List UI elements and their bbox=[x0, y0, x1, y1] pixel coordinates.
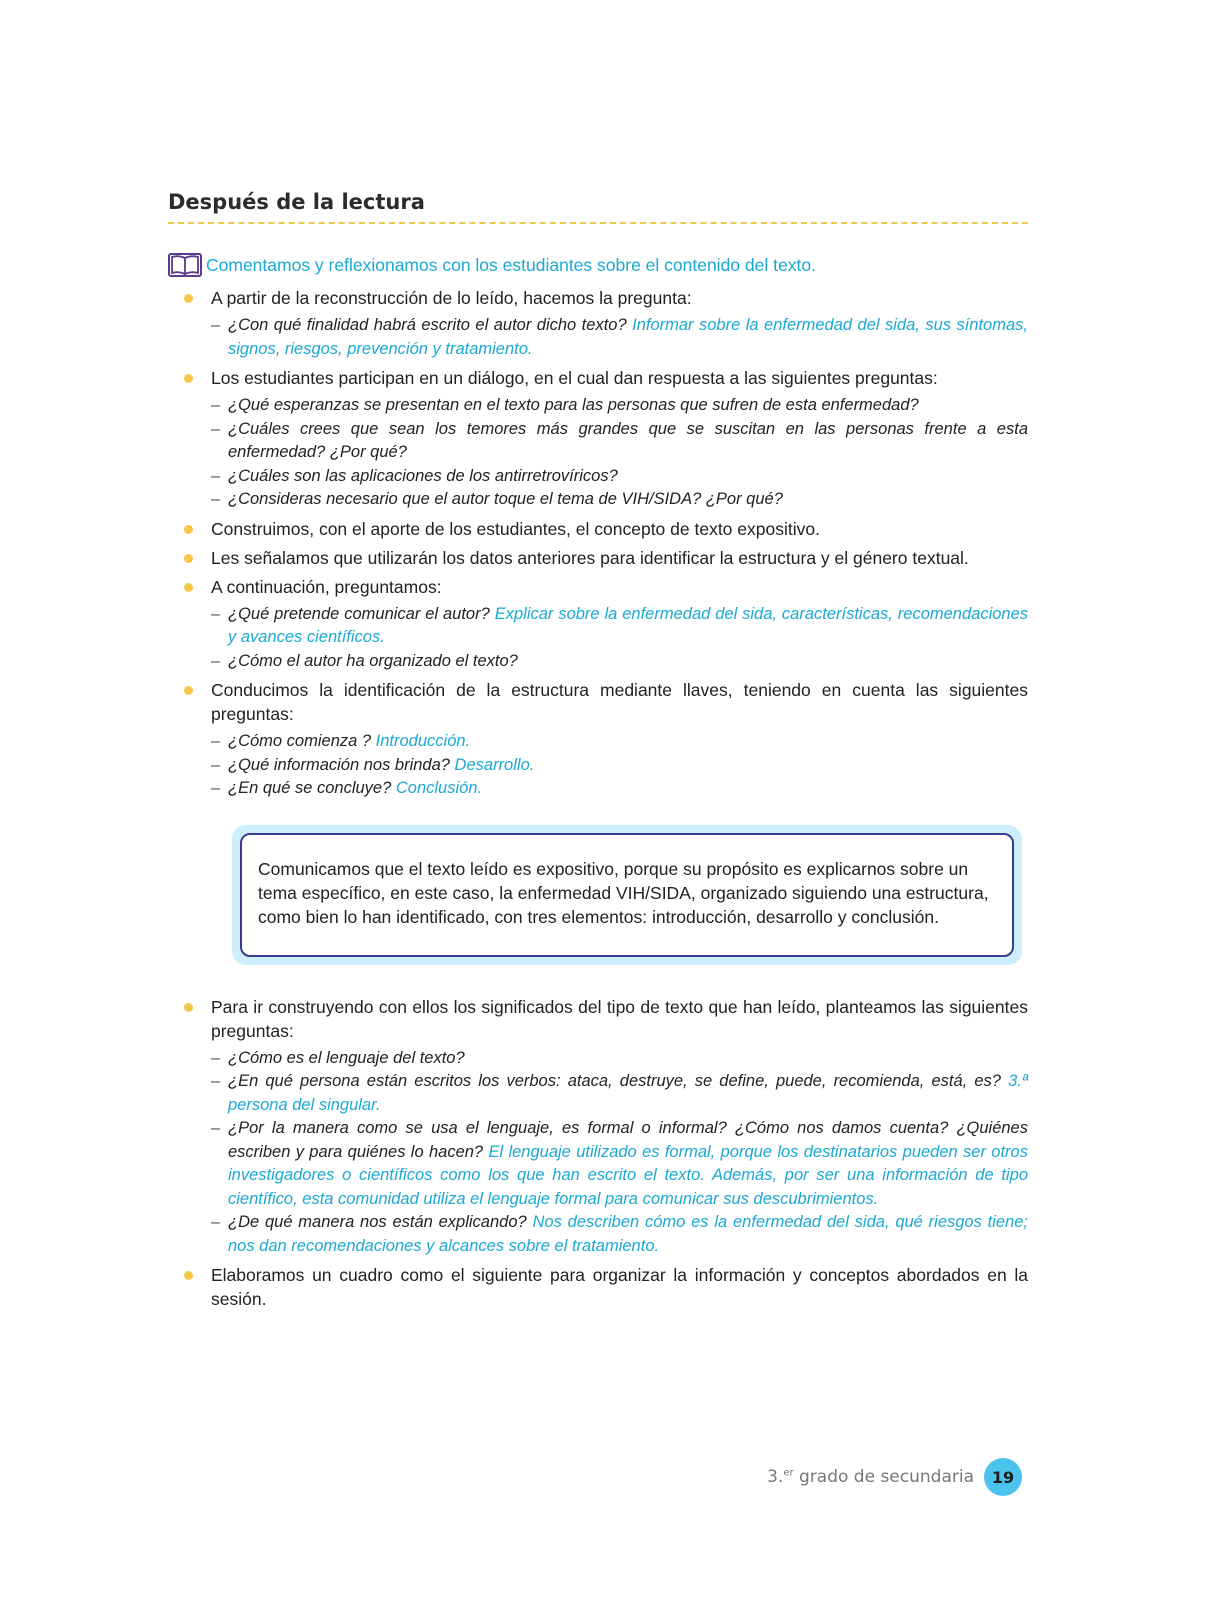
answer-text: 3.ª persona del singular. bbox=[228, 1072, 1028, 1114]
grade-superscript: er bbox=[783, 1467, 794, 1479]
grade-number: 3. bbox=[767, 1467, 784, 1487]
activity-list-2 bbox=[168, 995, 1028, 1312]
book-icon bbox=[168, 252, 202, 278]
list-item bbox=[168, 286, 1028, 361]
question-item bbox=[211, 394, 1028, 418]
answer-text: Introducción. bbox=[375, 732, 471, 750]
question-list bbox=[211, 1047, 1028, 1259]
grade-text: grado de secundaria bbox=[793, 1467, 974, 1487]
item-text: A partir de la reconstrucción de lo leído, hacemos la pregunta: bbox=[211, 288, 692, 308]
question-item bbox=[211, 730, 1028, 754]
question-item bbox=[211, 314, 1028, 361]
question-item bbox=[211, 754, 1028, 778]
question-item bbox=[211, 488, 1028, 512]
question-text: ¿Consideras necesario que el autor toque el tema de VIH/SIDA? ¿Por qué? bbox=[228, 490, 783, 508]
page-content bbox=[168, 190, 1028, 1316]
question-text: ¿Cuáles son las aplicaciones de los antirretrovíricos? bbox=[228, 466, 618, 485]
question-text: ¿Qué pretende comunicar el autor? bbox=[228, 604, 490, 623]
question-text: ¿Qué información nos brinda? bbox=[228, 755, 450, 774]
answer-text: Conclusión. bbox=[395, 779, 483, 797]
question-text: ¿Cómo el autor ha organizado el texto? bbox=[228, 651, 518, 670]
activity-list bbox=[168, 286, 1028, 801]
intro-text: Comentamos y reflexionamos con los estudiantes sobre el contenido del texto. bbox=[206, 254, 816, 275]
item-text: Conducimos la identificación de la estructura mediante llaves, teniendo en cuenta las siguientes preguntas: bbox=[211, 680, 1028, 724]
grade-label bbox=[767, 1467, 974, 1487]
question-item bbox=[211, 777, 1028, 801]
answer-text: Explicar sobre la enfermedad del sida, características, recomendaciones y avances científicos. bbox=[228, 604, 1029, 646]
answer-text: Informar sobre la enfermedad del sida, sus síntomas, signos, riesgos, prevención y tratamiento. bbox=[228, 316, 1028, 358]
question-text: ¿Qué esperanzas se presentan en el texto para las personas que sufren de esta enfermedad? bbox=[228, 396, 919, 414]
question-item bbox=[211, 650, 1028, 674]
question-item bbox=[211, 1117, 1028, 1211]
list-item bbox=[168, 1263, 1028, 1311]
question-item bbox=[211, 1070, 1028, 1117]
callout-box bbox=[232, 825, 1022, 965]
question-list bbox=[211, 730, 1028, 801]
item-text: A continuación, preguntamos: bbox=[211, 576, 442, 597]
question-text: ¿Por la manera como se usa el lenguaje, es formal o informal? ¿Cómo nos damos cuenta? ¿Quiénes escriben y para quiénes lo hacen? bbox=[228, 1119, 1028, 1161]
question-text: ¿De qué manera nos están explicando? bbox=[228, 1213, 527, 1231]
question-list bbox=[211, 394, 1028, 512]
page-number: 19 bbox=[984, 1458, 1022, 1496]
list-item bbox=[168, 517, 1028, 541]
list-item bbox=[168, 366, 1028, 512]
intro-line bbox=[168, 252, 1028, 278]
list-item bbox=[168, 575, 1028, 674]
callout-text: Comunicamos que el texto leído es expositivo, porque su propósito es explicarnos sobre un tema específico, en este caso, la enfermedad VIH/SIDA, organizado siguiendo una estructura, como bien lo han identificado, con tres elementos: introducción, desarrollo y conclusión. bbox=[240, 833, 1014, 957]
list-item bbox=[168, 678, 1028, 801]
list-item bbox=[168, 995, 1028, 1259]
answer-text: El lenguaje utilizado es formal, porque los destinatarios pueden ser otros investigadores o científicos como los que han escrito el texto. Además, por ser una información de tipo científico, esta comunidad utiliza el lenguaje formal para comunicar sus descubrimientos. bbox=[228, 1142, 1028, 1208]
item-text: Les señalamos que utilizarán los datos anteriores para identificar la estructura y el género textual. bbox=[211, 547, 969, 568]
answer-text: Nos describen cómo es la enfermedad del sida, qué riesgos tiene; nos dan recomendaciones y alcances sobre el tratamiento. bbox=[228, 1213, 1029, 1255]
question-item bbox=[211, 603, 1028, 650]
question-text: ¿En qué persona están escritos los verbos: ataca, destruye, se define, puede, recomienda, está, es? bbox=[228, 1072, 1001, 1090]
question-text: ¿En qué se concluye? bbox=[228, 779, 392, 797]
question-text: ¿Cuáles crees que sean los temores más grandes que se suscitan en las personas frente a esta enfermedad? ¿Por qué? bbox=[228, 419, 1028, 461]
question-text: ¿Cómo comienza ? bbox=[228, 732, 372, 750]
question-item bbox=[211, 418, 1028, 465]
section-title: Después de la lectura bbox=[168, 190, 1028, 224]
question-list bbox=[211, 603, 1028, 674]
question-list bbox=[211, 314, 1028, 361]
answer-text: Desarrollo. bbox=[454, 755, 535, 774]
question-item bbox=[211, 465, 1028, 489]
list-item bbox=[168, 546, 1028, 570]
question-text: ¿Cómo es el lenguaje del texto? bbox=[228, 1048, 465, 1067]
item-text: Elaboramos un cuadro como el siguiente para organizar la información y conceptos abordados en la sesión. bbox=[211, 1265, 1028, 1309]
question-item bbox=[211, 1047, 1028, 1071]
question-item bbox=[211, 1211, 1028, 1258]
item-text: Los estudiantes participan en un diálogo, en el cual dan respuesta a las siguientes preguntas: bbox=[211, 368, 938, 388]
question-text: ¿Con qué finalidad habrá escrito el autor dicho texto? bbox=[228, 316, 627, 334]
page-footer bbox=[767, 1458, 1022, 1496]
item-text: Construimos, con el aporte de los estudiantes, el concepto de texto expositivo. bbox=[211, 518, 820, 539]
item-text: Para ir construyendo con ellos los significados del tipo de texto que han leído, planteamos las siguientes preguntas: bbox=[211, 996, 1028, 1041]
